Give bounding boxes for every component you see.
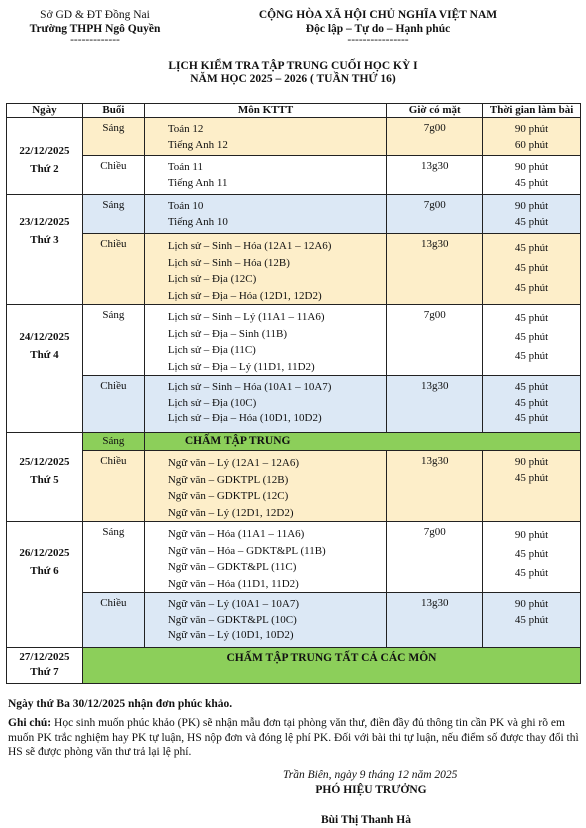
subject-line: Ngữ văn – Lý (10A1 – 10A7): [167, 598, 300, 610]
subject-line: Tiếng Anh 10: [167, 215, 228, 228]
duration-line: 90 phút: [514, 456, 549, 468]
subject-cell: [144, 305, 387, 376]
subject-line: Ngữ văn – GDKT&PL (10C): [167, 613, 297, 626]
table-header-row: [7, 104, 581, 118]
column-header-subject: Môn KTTT: [144, 104, 387, 118]
day-date: 24/12/2025: [19, 331, 70, 343]
duration-cell: [483, 593, 581, 648]
signer-title: PHÓ HIỆU TRƯỞNG: [315, 784, 427, 796]
subject-line: Lịch sử – Sinh – Hóa (10A1 – 10A7): [167, 381, 332, 393]
day-weekday: Thứ 5: [30, 474, 59, 486]
department-name: Sở GD & ĐT Đồng Nai: [40, 9, 150, 21]
table-row: [7, 376, 581, 433]
subject-line: Lịch sử – Địa – Lý (11D1, 11D2): [167, 360, 315, 373]
session-cell: Chiều: [82, 376, 144, 433]
session-cell: Sáng: [82, 195, 144, 234]
table-row: [7, 522, 581, 593]
review-notice: Ngày thứ Ba 30/12/2025 nhận đơn phúc khảo.: [8, 698, 233, 710]
session-cell: Sáng: [82, 305, 144, 376]
subject-cell: [144, 195, 387, 234]
agency-header: [20, 8, 170, 44]
exam-schedule-table: [6, 103, 581, 684]
duration-line: 45 phút: [514, 215, 549, 228]
duration-line: 45 phút: [514, 396, 549, 409]
table-row: [7, 118, 581, 156]
school-name: Trường THPH Ngô Quyền: [29, 23, 161, 35]
duration-line: 45 phút: [514, 176, 549, 189]
motto-rule: ----------------: [347, 34, 409, 46]
subject-line: Ngữ văn – Lý (12D1, 12D2): [167, 506, 294, 519]
column-header-time: Giờ có mặt: [387, 104, 483, 118]
duration-cell: [483, 118, 581, 156]
time-cell: 13g30: [387, 156, 483, 195]
duration-line: 45 phút: [514, 471, 549, 484]
table-row: [7, 433, 581, 451]
time-cell: 7g00: [387, 522, 483, 593]
day-date: 25/12/2025: [19, 456, 70, 468]
signature-date-text: ngày 9 tháng 12 năm 2025: [331, 769, 458, 781]
note-paragraph: [8, 716, 580, 760]
subject-cell: [144, 118, 387, 156]
nation-motto: Độc lập – Tự do – Hạnh phúc: [305, 23, 451, 35]
subject-cell: [144, 593, 387, 648]
duration-line: 90 phút: [514, 123, 549, 135]
title-line-1: LỊCH KIỂM TRA TẬP TRUNG CUỐI HỌC KỲ I: [168, 60, 418, 72]
note-text: Học sinh muốn phúc khảo (PK) sẽ nhận mẫu đơn tại phòng văn thư, điền đầy đủ thông tin cần PK và ghi rõ em muốn PK trắc nghiệm hay PK tự luận, HS nộp đơn và đóng lệ phí PK. Đối với bài thi tự luận, nếu điểm số được thay đổi thì HS sẽ được phòng văn thư trả lại lệ phí.: [8, 717, 579, 758]
title-line-2: NĂM HỌC 2025 – 2026 ( TUẦN THỨ 16): [190, 73, 396, 85]
duration-line: 45 phút: [514, 412, 549, 424]
duration-cell: [483, 234, 581, 305]
table-row: [7, 648, 581, 684]
table-row: [7, 234, 581, 305]
session-cell: Chiều: [82, 234, 144, 305]
duration-line: 90 phút: [514, 598, 549, 610]
subject-line: Lịch sử – Địa – Hóa (10D1, 10D2): [167, 412, 322, 424]
grading-banner-all: CHẤM TẬP TRUNG TẤT CẢ CÁC MÔN: [82, 648, 580, 684]
column-header-day: Ngày: [7, 104, 83, 118]
duration-line: 45 phút: [514, 613, 549, 626]
subject-line: Lịch sử – Địa (11C): [167, 344, 256, 356]
time-cell: 13g30: [387, 234, 483, 305]
day-date: 27/12/2025: [19, 651, 70, 663]
subject-line: Ngữ văn – Hóa – GDKT&PL (11B): [167, 544, 326, 557]
day-cell: [7, 522, 83, 648]
duration-line: 90 phút: [514, 200, 549, 212]
session-cell: Chiều: [82, 156, 144, 195]
time-cell: 13g30: [387, 593, 483, 648]
day-cell: [7, 195, 83, 305]
day-weekday: Thứ 3: [30, 234, 59, 246]
subject-line: Ngữ văn – Hóa (11A1 – 11A6): [167, 528, 305, 540]
signer-name: Bùi Thị Thanh Hà: [320, 814, 412, 826]
signature-date: [283, 769, 503, 781]
subject-cell: [144, 376, 387, 433]
subject-line: Tiếng Anh 11: [167, 176, 228, 189]
subject-line: Toán 11: [167, 161, 203, 173]
session-cell: Sáng: [82, 522, 144, 593]
day-weekday: Thứ 4: [30, 349, 59, 361]
subject-cell: [144, 156, 387, 195]
note-label: Ghi chú:: [8, 717, 52, 729]
time-cell: 13g30: [387, 451, 483, 522]
subject-line: Ngữ văn – Hóa (11D1, 11D2): [167, 577, 299, 590]
subject-line: Lịch sử – Sinh – Lý (11A1 – 11A6): [167, 311, 325, 323]
signature-place: Trần Biên,: [283, 769, 332, 781]
duration-cell: [483, 451, 581, 522]
day-cell: [7, 118, 83, 195]
subject-line: Lịch sử – Sinh – Hóa (12A1 – 12A6): [167, 240, 332, 252]
duration-cell: [483, 195, 581, 234]
subject-line: Lịch sử – Địa (12C): [167, 273, 257, 285]
subject-line: Ngữ văn – GDKTPL (12B): [167, 473, 289, 486]
school-rule: -------------: [70, 34, 120, 46]
duration-line: 45 phút: [514, 548, 549, 560]
nation-name: CỘNG HÒA XÃ HỘI CHỦ NGHĨA VIỆT NAM: [258, 9, 498, 21]
subject-line: Ngữ văn – GDKTPL (12C): [167, 490, 289, 502]
subject-line: Ngữ văn – Lý (10D1, 10D2): [167, 629, 294, 641]
duration-line: 45 phút: [514, 282, 549, 294]
table-row: [7, 451, 581, 522]
subject-line: Toán 12: [167, 123, 204, 135]
day-weekday: Thứ 2: [30, 163, 59, 175]
day-cell: [7, 433, 83, 522]
day-date: 22/12/2025: [19, 145, 70, 157]
subject-line: Ngữ văn – GDKT&PL (11C): [167, 561, 297, 573]
table-row: [7, 593, 581, 648]
duration-line: 45 phút: [514, 350, 549, 362]
session-cell: Chiều: [82, 451, 144, 522]
table-row: [7, 305, 581, 376]
session-cell: Sáng: [82, 433, 144, 451]
duration-line: 60 phút: [514, 138, 549, 151]
subject-cell: [144, 451, 387, 522]
day-cell: [7, 648, 83, 684]
duration-cell: [483, 522, 581, 593]
subject-line: Lịch sử – Địa – Sinh (11B): [167, 327, 288, 340]
subject-line: Toán 10: [167, 200, 204, 212]
duration-line: 45 phút: [514, 567, 549, 579]
nation-header: [232, 8, 524, 44]
duration-cell: [483, 305, 581, 376]
time-cell: 7g00: [387, 195, 483, 234]
grading-banner: CHẤM TẬP TRUNG: [144, 433, 580, 451]
day-weekday: Thứ 7: [30, 666, 59, 678]
time-cell: 7g00: [387, 305, 483, 376]
table-row: [7, 195, 581, 234]
day-cell: [7, 305, 83, 433]
duration-cell: [483, 156, 581, 195]
duration-line: 45 phút: [514, 381, 549, 393]
column-header-session: Buổi: [82, 104, 144, 118]
subject-line: Tiếng Anh 12: [167, 138, 228, 151]
subject-line: Ngữ văn – Lý (12A1 – 12A6): [167, 457, 300, 469]
subject-cell: [144, 522, 387, 593]
day-date: 23/12/2025: [19, 216, 70, 228]
table-row: [7, 156, 581, 195]
column-header-duration: Thời gian làm bài: [483, 104, 581, 118]
duration-line: 45 phút: [514, 312, 549, 324]
duration-line: 45 phút: [514, 242, 549, 254]
duration-line: 45 phút: [514, 262, 549, 274]
day-date: 26/12/2025: [19, 547, 70, 559]
session-cell: Sáng: [82, 118, 144, 156]
session-cell: Chiều: [82, 593, 144, 648]
subject-cell: [144, 234, 387, 305]
subject-line: Lịch sử – Địa – Hóa (12D1, 12D2): [167, 289, 322, 302]
day-weekday: Thứ 6: [30, 565, 59, 577]
document-title: [0, 60, 586, 86]
duration-line: 45 phút: [514, 331, 549, 343]
subject-line: Lịch sử – Sinh – Hóa (12B): [167, 256, 290, 269]
duration-cell: [483, 376, 581, 433]
time-cell: 7g00: [387, 118, 483, 156]
time-cell: 13g30: [387, 376, 483, 433]
duration-line: 90 phút: [514, 529, 549, 541]
subject-line: Lịch sử – Địa (10C): [167, 396, 257, 409]
duration-line: 90 phút: [514, 161, 549, 173]
